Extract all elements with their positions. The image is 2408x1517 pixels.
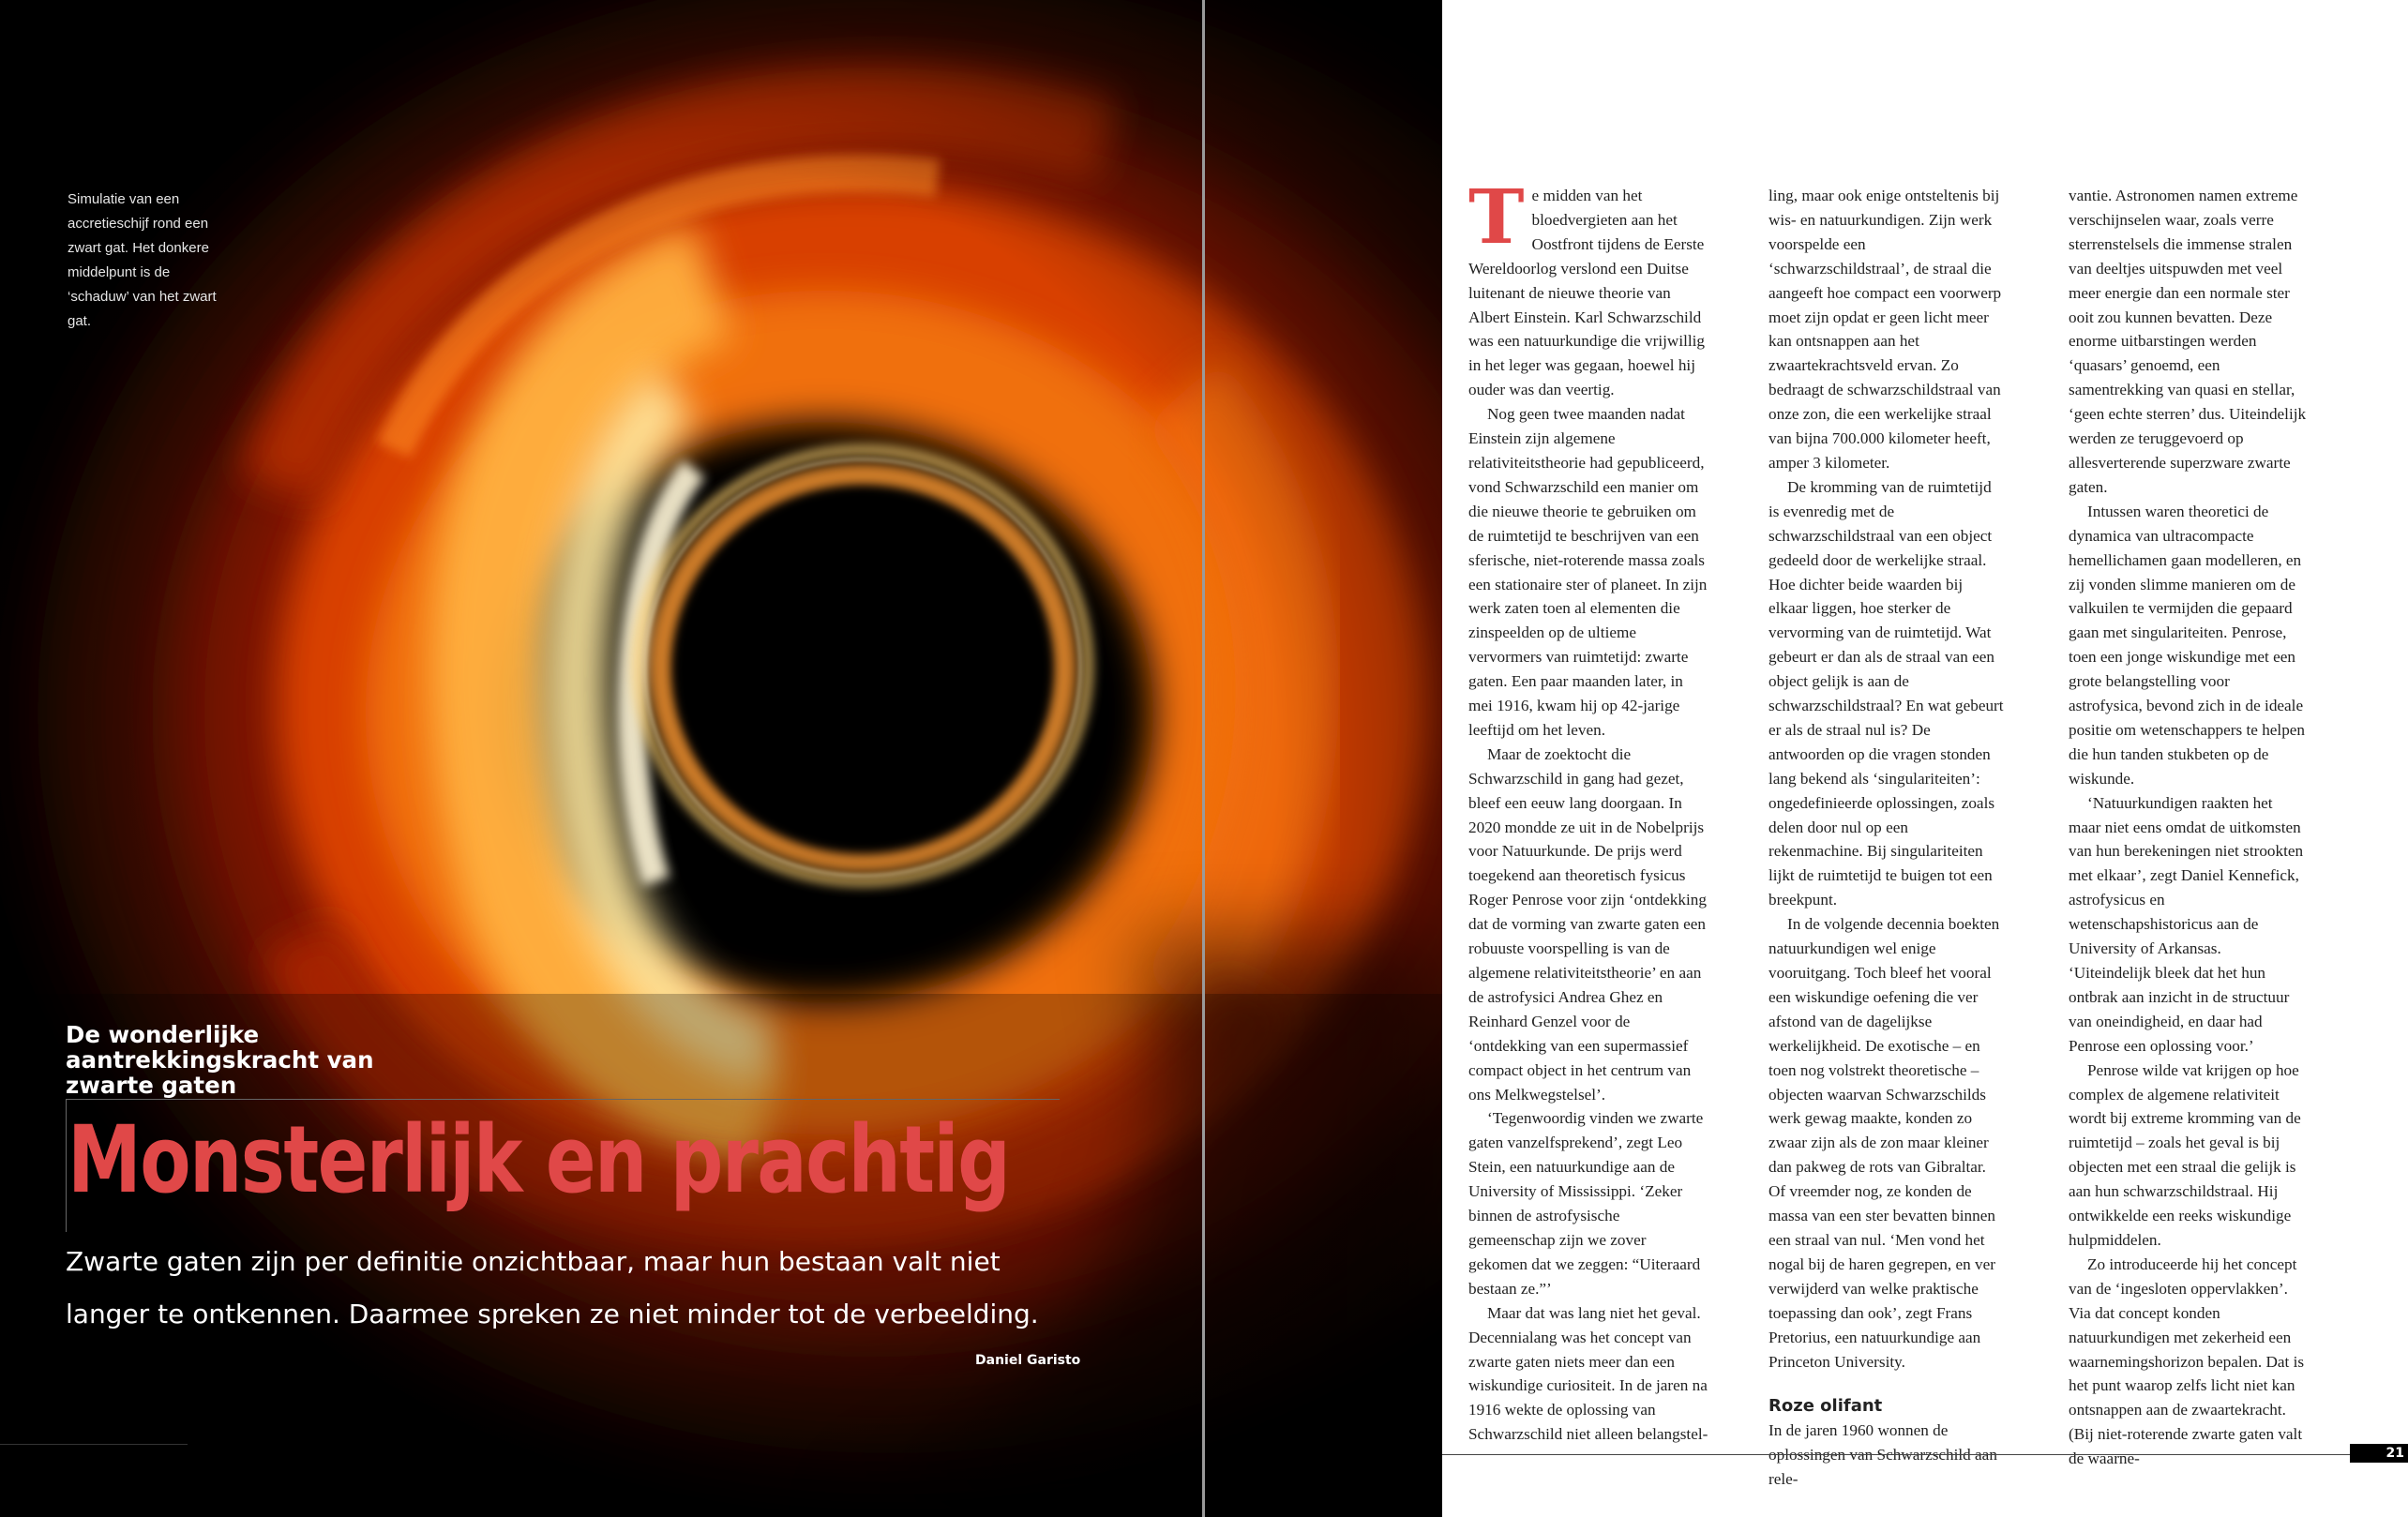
page-number: 21 [2350, 1444, 2408, 1463]
article-title: Monsterlijk en prachtig [68, 1106, 1010, 1214]
paragraph: In de jaren 1960 wonnen de oplossingen van Schwarzschild aan rele- [1768, 1421, 1997, 1489]
section-subheading: Roze olifant [1768, 1396, 1883, 1417]
right-page [1442, 0, 2408, 1517]
paragraph: Maar dat was lang niet het geval. Decennialang was het concept van zwarte gaten niets meer dan een wiskundige curiositeit. In de jaren na 1916 wekte de oplossing van Schwarzschild niet alleen belangstel- [1468, 1303, 1708, 1444]
paragraph: Zo introduceerde hij het concept van de ‘ingesloten oppervlakken’. Via dat concept konden natuurkundigen met zekerheid een waarnemingshorizon bepalen. Dat is het punt waarop zelfs licht niet kan ontsnappen aan de zwaartekracht. (Bij niet-roterende zwarte gaten valt de waarne- [2069, 1254, 2305, 1468]
paragraph: Intussen waren theoretici de dynamica van ultracompacte hemellichamen gaan modelleren, en zij vonden slimme manieren om de valkuilen te vermijden die gepaard gaan met singulariteiten. Penrose, toen een jonge wiskundige met een grote belangstelling voor astrofysica, bevond zich in de ideale positie om wetenschappers te helpen die hun tanden stukbeten op de wiskunde. [2069, 502, 2306, 788]
paragraph: vantie. Astronomen namen extreme verschijnselen waar, zoals verre sterrenstelsels die immense stralen van deeltjes uitspuwden met veel meer energie dan een normale ster ooit zou kunnen bevatten. Deze enorme uitbarstingen werden ‘quasars’ genoemd, een samentrekking van quasi en stellar, ‘geen echte sterren’ dus. Uiteindelijk werden ze teruggevoerd op allesverterende superzware zwarte gaten. [2069, 187, 2307, 496]
paragraph: Maar de zoektocht die Schwarzschild in gang had gezet, bleef een eeuw lang doorgaan. In 2020 mondde ze uit in de Nobelprijs voor Natuurkunde. De prijs werd toegekend aan theoretisch fysicus Roger Penrose voor zijn ‘ontdekking dat de vorming van zwarte gaten een robuuste voorspelling is van de algemene relativiteitstheorie’ en aan de astrofysici Andrea Ghez en Reinhard Genzel voor de ‘ontdekking van een supermassief compact object in het centrum van ons Melkwegstelsel’. [1468, 744, 1707, 1104]
text-column-1 [1468, 173, 1708, 1447]
corner-rule [0, 1444, 188, 1445]
paragraph: ling, maar ook enige ontsteltenis bij wis- en natuurkundigen. Zijn werk voorspelde een ‘schwarzschildstraal’, de straal die aangeeft hoe compact een voorwerp moet zijn opdat er geen licht meer kan ontsnappen aan het zwaartekrachtsveld ervan. Zo bedraagt de schwarzschildstraal van onze zon, die een werkelijke straal van bijna 700.000 kilometer heeft, amper 3 kilometer. [1768, 187, 2002, 472]
paragraph: Penrose wilde vat krijgen op hoe complex de algemene relativiteit wordt bij extreme kromming van de ruimtetijd – zoals het geval is bij objecten met een straal die gelijk is aan hun schwarzschildstraal. Hij ontwikkelde een reeks wiskundige hulpmiddelen. [2069, 1060, 2301, 1249]
paragraph: In de volgende decennia boekten natuurkundigen wel enige vooruitgang. Toch bleef het vooral een wiskundige oefening die ver afstond van de dagelijkse werkelijkheid. De exotische – en toen nog volstrekt theoretische – objecten waarvan Schwarzschilds werk gewag maakte, konden zo zwaar zijn als de zon maar kleiner dan pakweg de rots van Gibraltar. Of vreemder nog, ze konden de massa van een ster bevatten binnen een straal van nul. ‘Men vond het nogal bij de haren gegrepen, en ver verwijderd van welke praktische toepassing dan ook’, zegt Frans Pretorius, een natuurkundige aan Princeton University. [1768, 915, 2000, 1371]
paragraph: De kromming van de ruimtetijd is evenredig met de schwarzschildstraal van een object gedeeld door de werkelijke straal. Hoe dichter beide waarden bij elkaar liggen, hoe sterker de vervorming van de ruimtetijd. Wat gebeurt er dan als de straal van een object gelijk is aan de schwarzschildstraal? En wat gebeurt er als de straal nul is? De antwoorden op die vragen stonden lang bekend als ‘singulariteiten’: ongedefinieerde oplossingen, zoals delen door nul op een rekenmachine. Bij singulariteiten lijkt de ruimtetijd te buigen tot een breekpunt. [1768, 477, 2004, 909]
spine-line [1202, 0, 1205, 1517]
paragraph: e midden van het bloedvergieten aan het Oostfront tijdens de Eerste Wereldoorlog verslond een Duitse luitenant de nieuwe theorie van Albert Einstein. Karl Schwarzschild was een natuurkundige die vrijwillig in het leger was gegaan, hoewel hij ouder was dan veertig. [1468, 187, 1706, 399]
author-byline: Daniel Garisto [975, 1353, 1081, 1368]
paragraph: ‘Tegenwoordig vinden we zwarte gaten vanzelfsprekend’, zegt Leo Stein, een natuurkundige aan de University of Mississippi. ‘Zeker binnen de astrofysische gemeenschap zijn we zover gekomen dat we zeggen: “Uiteraard bestaan ze.”’ [1468, 1109, 1704, 1298]
text-column-2 [1768, 184, 2005, 1492]
footer-rule [1442, 1454, 2350, 1455]
kicker-heading: De wonderlijke aantrekkingskracht van zwarte gaten [66, 1021, 374, 1099]
text-column-3 [2069, 184, 2307, 1471]
title-divider-vertical [66, 1099, 67, 1232]
paragraph: ‘Natuurkundigen raakten het maar niet eens omdat de uitkomsten van hun berekeningen niet strookten met elkaar’, zegt Daniel Kennefick, astrofysicus en wetenschapshistoricus aan de University of Arkansas. ‘Uiteindelijk bleek dat het hun ontbrak aan inzicht in de structuur van oneindigheid, en daar had Penrose een oplossing voor.’ [2069, 793, 2304, 1055]
image-caption: Simulatie van een accretieschijf rond een zwart gat. Het donkere middelpunt is de ‘schaduw’ van het zwart gat. [68, 191, 217, 329]
title-divider [66, 1099, 1060, 1100]
drop-cap: T [1468, 173, 1525, 261]
paragraph: Nog geen twee maanden nadat Einstein zijn algemene relativiteitstheorie had gepubliceerd, vond Schwarzschild een manier om die nieuwe theorie te gebruiken om de ruimtetijd te beschrijven van een sferische, niet-roterende massa zoals een stationaire ster of planeet. In zijn werk zaten toen al elementen die zinspeelden op de ultieme vervormers van ruimtetijd: zwarte gaten. Een paar maanden later, in mei 1916, kwam hij op 42-jarige leeftijd om het leven. [1468, 405, 1708, 739]
article-intro: Zwarte gaten zijn per definitie onzichtbaar, maar hun bestaan valt niet langer te ontkennen. Daarmee spreken ze niet minder tot de verbeelding. [66, 1246, 1039, 1329]
